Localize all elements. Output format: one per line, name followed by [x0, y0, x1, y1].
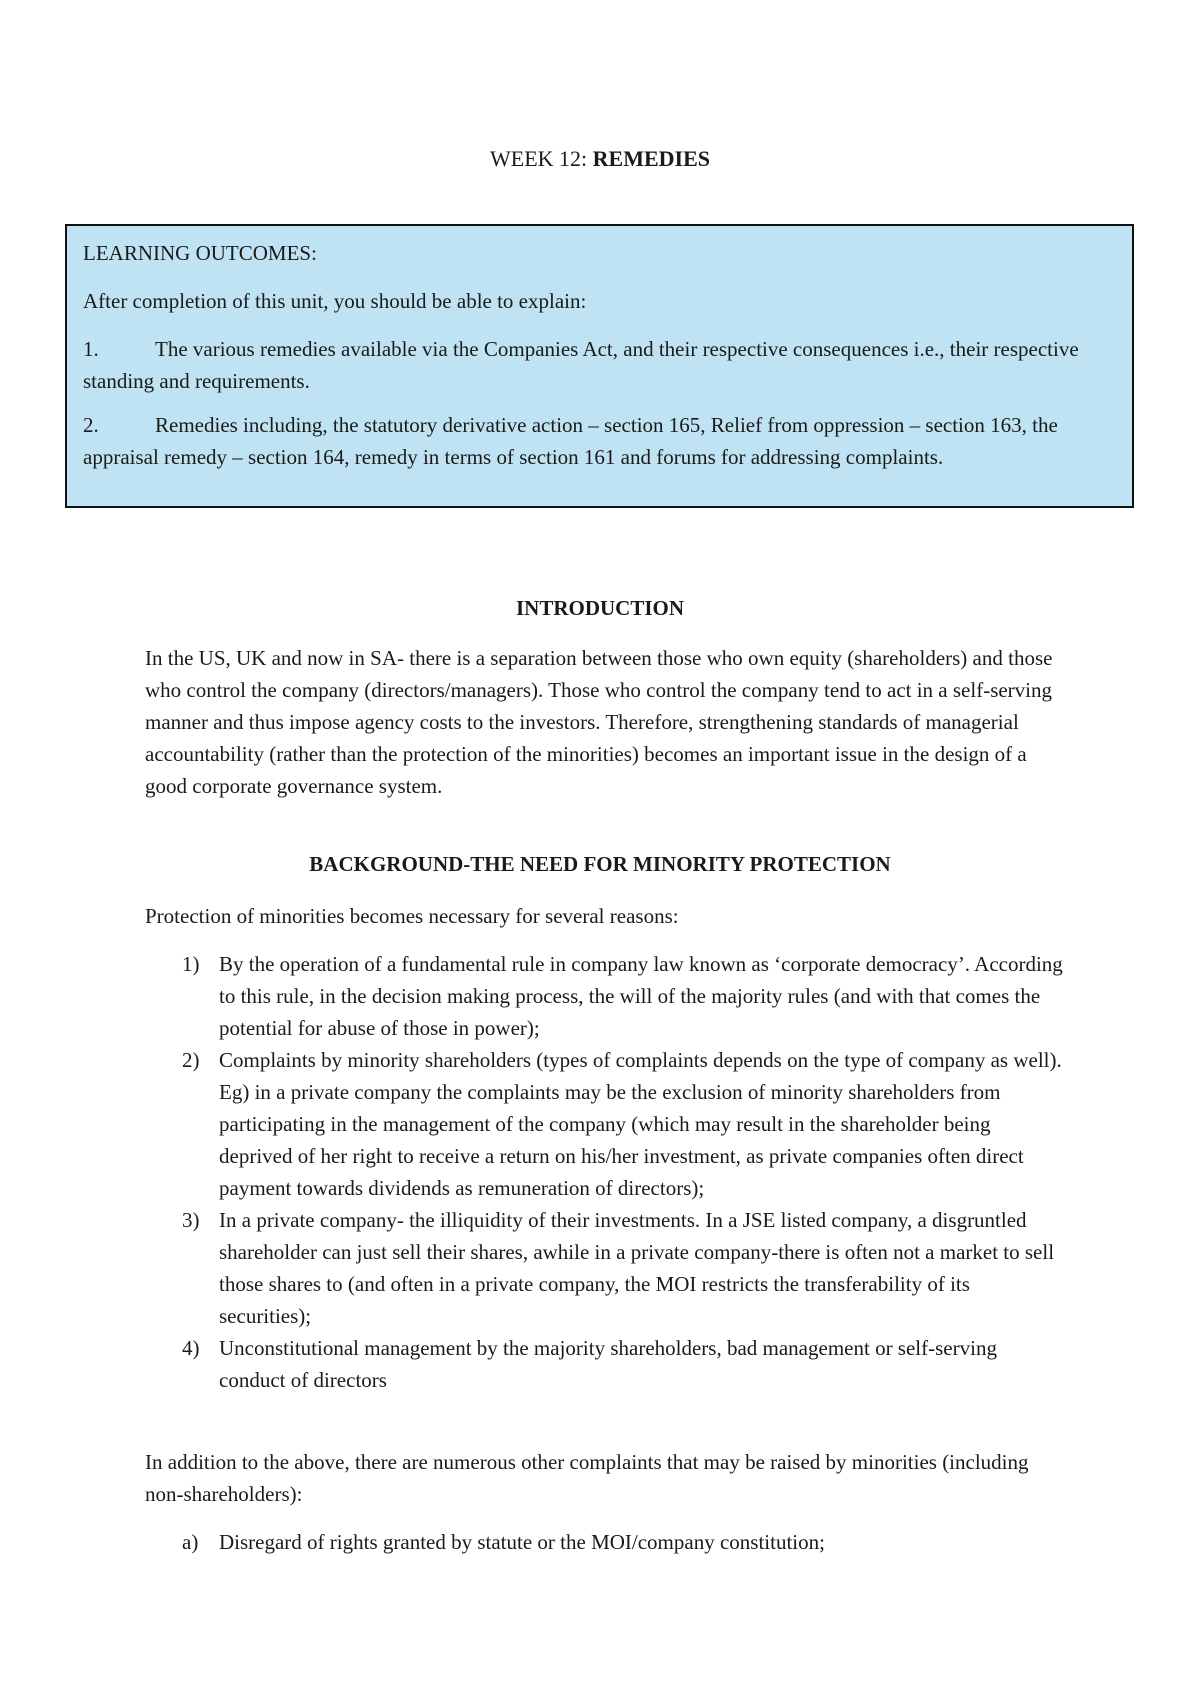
list-item-text: Complaints by minority shareholders (types of complaints depends on the type of company as well). Eg) in a private company the complaints may be the exclusion of minority shareholders from participating in the management of the company (which may result in the shareholder being deprived of her right to receive a return on his/her investment, as private companies often direct payment towards dividends as remuneration of directors);: [219, 1048, 1062, 1200]
list-marker: 4): [182, 1336, 200, 1360]
list-item: [160, 1044, 1065, 1204]
reasons-list: [160, 948, 1065, 1396]
list-item: [160, 948, 1065, 1044]
introduction-heading: INTRODUCTION: [515, 596, 685, 620]
page-title: [0, 146, 1200, 172]
list-item: [160, 1526, 1065, 1558]
learning-outcomes-intro: After completion of this unit, you should be able to explain:: [83, 289, 587, 313]
list-marker: 1): [182, 952, 200, 976]
list-marker: 3): [182, 1208, 200, 1232]
learning-outcome-item: [83, 333, 1116, 397]
list-item-text: In a private company- the illiquidity of their investments. In a JSE listed company, a disgruntled shareholder can just sell their shares, awhile in a private company-there is often not a market to sell those shares to (and often in a private company, the MOI restricts the transferability of its securities);: [219, 1208, 1055, 1328]
list-marker: 2): [182, 1048, 200, 1072]
list-item-text: Disregard of rights granted by statute or the MOI/company constitution;: [219, 1530, 825, 1554]
learning-outcomes-heading: LEARNING OUTCOMES:: [83, 241, 317, 265]
title-prefix: WEEK 12:: [489, 146, 593, 171]
addition-paragraph: In addition to the above, there are numerous other complaints that may be raised by minorities (including non-shareholders):: [145, 1450, 1029, 1506]
learning-outcome-item: [83, 409, 1116, 473]
other-complaints-list: [160, 1526, 1065, 1558]
learning-outcomes-box: [65, 224, 1134, 508]
list-marker: a): [182, 1530, 199, 1554]
list-item-text: By the operation of a fundamental rule in company law known as ‘corporate democracy’. According to this rule, in the decision making process, the will of the majority rules (and with that comes the potential for abuse of those in power);: [219, 952, 1063, 1040]
learning-outcome-number: 2.: [83, 413, 99, 437]
title-bold: REMEDIES: [592, 146, 710, 171]
list-item-text: Unconstitutional management by the majority shareholders, bad management or self-serving conduct of directors: [219, 1336, 997, 1392]
learning-outcome-text: Remedies including, the statutory derivative action – section 165, Relief from oppression – section 163, the appraisal remedy – section 164, remedy in terms of section 161 and forums for addressing complaints.: [83, 413, 1058, 469]
learning-outcome-number: 1.: [83, 337, 99, 361]
learning-outcome-text: The various remedies available via the Companies Act, and their respective consequences i.e., their respective standing and requirements.: [83, 337, 1079, 393]
introduction-paragraph: In the US, UK and now in SA- there is a separation between those who own equity (shareholders) and those who control the company (directors/managers). Those who control the company tend to act in a self-serving manner and thus impose agency costs to the investors. Therefore, strengthening standards of managerial accountability (rather than the protection of the minorities) becomes an important issue in the design of a good corporate governance system.: [145, 646, 1053, 798]
background-heading: BACKGROUND-THE NEED FOR MINORITY PROTECTION: [309, 852, 891, 876]
list-item: [160, 1204, 1065, 1332]
background-lead: Protection of minorities becomes necessary for several reasons:: [145, 904, 679, 928]
list-item: [160, 1332, 1065, 1396]
